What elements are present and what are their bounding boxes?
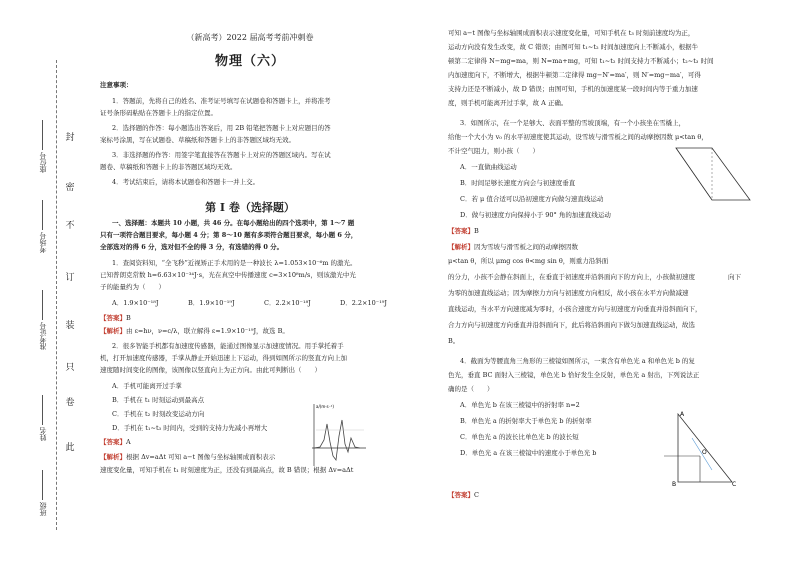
q2-option-d: D．手机在 t₁~t₃ 时间内，受到的支持力先减小再增大 [112, 424, 268, 432]
q3-analysis-line: B。 [448, 337, 460, 345]
q3-slope-figure [672, 140, 752, 208]
q4-option-d: D．单色光 a 在该三棱镜中的速度小于单色光 b [460, 449, 597, 457]
q4-option-c: C．单色光 a 的波长比单色光 b 的波长短 [460, 433, 579, 441]
q4-option-b: B．单色光 a 的折射率大于单色光 b 的折射率 [460, 417, 592, 425]
binding-line [56, 60, 57, 530]
exam-room-field[interactable]: 考场号 [38, 200, 48, 253]
q2-analysis-cont: 度，则手机可能离开过手掌，故 A 正确。 [448, 99, 568, 107]
notice-heading: 注意事项： [100, 81, 133, 89]
notice-line: 证号条形码粘贴在答题卡上的指定位置。 [100, 109, 217, 117]
q2-analysis-cont: 运动方向没有发生改变，故 C 错误；由图可知 t₁~t₂ 时间加速度向上不断减小，根据牛 [448, 43, 699, 51]
notice-line: 3．非选择题的作答：用签字笔直接答在答题卡上对应的答题区域内。写在试 [112, 151, 331, 159]
q3-analysis: 【解析】因为雪坡与滑雪板之间的动摩擦因数 [448, 243, 578, 251]
q2-option-c: C．手机在 t₂ 时刻改变运动方向 [112, 410, 205, 418]
q3-option-d: D．做与初速度方向保持小于 90° 角的加速直线运动 [460, 211, 611, 219]
notice-line: 案标号涂黑，写在试题卷、草稿纸和答题卡上的非答题区域均无效。 [100, 136, 295, 144]
notice-line: 4．考试结束后，请将本试题卷和答题卡一并上交。 [112, 178, 260, 186]
q3-line: 不计空气阻力，则小孩（ ） [448, 147, 539, 155]
section-intro: 一、选择题：本题共 10 小题，共 46 分。在每小题给出的四个选项中，第 1～7 题 [112, 219, 355, 227]
seat-number-field[interactable]: 座位号 [38, 120, 48, 173]
binding-char: 只 [65, 363, 75, 373]
q1-option-b: B．1.9×10⁻¹⁹J [188, 299, 235, 307]
prism-label-c: C [732, 481, 737, 488]
section-heading: 第 I 卷（选择题） [205, 201, 295, 214]
q2-analysis-cont: 可知 a−t 图像与坐标轴围成面积表示速度变化量，可知手机在 t₃ 时刻前速度均为正， [448, 29, 695, 37]
q4-prism-figure [660, 408, 740, 488]
q3-analysis-line: 的分力，小孩不会静在斜面上，在垂直于初速度并沿斜面向下的方向上，小孩做初速度 [448, 273, 695, 281]
notice-line: 1．答题前，先将自己的姓名、准考证号填写在试题卷和答题卡上，并将准考 [112, 97, 331, 105]
q3-analysis-line: 直线运动，当水平方向速度减为零时，小孩合速度方向与初速度方向垂直并沿斜面向下， [448, 305, 702, 313]
q3-option-b: B．时间足够长速度方向会与初速度垂直 [460, 179, 576, 187]
q1-answer: 【答案】B [100, 314, 131, 322]
q3-option-a: A．一直做曲线运动 [460, 163, 517, 171]
q2-analysis-line: 速度变化量，可知手机在 t₁ 时刻速度为正，还没有到最高点，故 B 错误；根据 Δv=aΔt [100, 466, 354, 474]
q1-option-c: C．2.2×10⁻¹⁸J [264, 299, 311, 307]
q1-line: 子的能量约为（ ） [100, 283, 165, 291]
q2-analysis: 【解析】根据 Δv=aΔt 可知 a−t 图像与坐标轴围成面积表示 [100, 453, 276, 461]
section-intro: 只有一项符合题目要求，每小题 4 分；第 8～10 题有多项符合题目要求，每小题 6 分， [100, 231, 358, 239]
q4-line: 色光，垂直 BC 面射入三棱镜，单色光 b 恰好发生全反射，单色光 a 射出，下列说法正 [448, 371, 700, 379]
q4-line: 4．截面为等腰直角三角形的三棱镜如图所示，一束含有单色光 a 和单色光 b 的复 [460, 357, 695, 365]
name-field[interactable]: 姓名 [38, 395, 48, 441]
binding-char: 密 [65, 183, 75, 193]
q1-option-d: D．2.2×10⁻¹⁹J [340, 299, 388, 307]
q4-answer: 【答案】C [448, 491, 479, 499]
section-intro: 全部选对的得 6 分，选对但不全的得 3 分，有选错的得 0 分。 [100, 243, 284, 251]
class-field[interactable]: 班级 [38, 470, 48, 516]
q4-option-a: A．单色光 b 在该三棱镜中的折射率 n=2 [460, 401, 580, 409]
prism-label-a: A [680, 411, 685, 418]
q2-analysis-cont: 顿第二定律得 N−mg=ma，则 N=ma+mg，可知 t₁~t₂ 时间支持力不断减小；t₂~t₃ 时间 [448, 57, 714, 65]
binding-char: 此 [65, 443, 75, 453]
q1-option-a: A．1.9×10⁻¹⁸J [112, 299, 159, 307]
binding-char: 装 [65, 321, 75, 331]
notice-line: 2．选择题的作答：每小题选出答案后，用 2B 铅笔把答题卡上对应题目的答 [112, 124, 331, 132]
exam-title: 物理（六） [214, 54, 285, 69]
graph-axis-label: a/(m·s⁻²) [316, 404, 334, 409]
exam-subtitle: （新高考）2022 届高考考前冲刺卷 [186, 33, 314, 42]
q3-line: 3．如图所示，在一个足够大、表面平整的雪坡顶端，有一个小孩坐在雪橇上， [460, 119, 686, 127]
q3-analysis-tail: 向下 [728, 273, 741, 281]
q1-line: 1．查阅资料知，“全飞秒”近视矫正手术用的是一种波长 λ=1.053×10⁻⁶m 的激光。 [112, 259, 357, 267]
q3-analysis-line: 合力方向与初速度方向垂直并沿斜面向下，此后将沿斜面向下做匀加速直线运动，故选 [448, 321, 695, 329]
binding-char: 不 [65, 221, 75, 231]
q2-line: 机，打开加速度传感器，手掌从静止开始迅速上下运动，得到如图所示的竖直方向上加 [100, 354, 347, 362]
prism-label-b: B [672, 481, 677, 488]
q4-line: 确的是（ ） [448, 385, 494, 393]
prism-label-o: O [702, 449, 707, 456]
q2-line: 速度随时间变化的图像，该图像以竖直向上为正方向。由此可判断出（ ） [100, 366, 321, 374]
binding-char: 封 [65, 133, 75, 143]
q2-option-b: B．手机在 t₁ 时刻运动到最高点 [112, 396, 205, 404]
binding-char: 订 [65, 273, 75, 283]
q2-acceleration-graph [308, 400, 368, 472]
q2-option-a: A．手机可能离开过手掌 [112, 382, 182, 390]
q3-analysis-line: 为零的加速直线运动；因为摩擦力方向与初速度方向相反，故小孩在水平方向做减速 [448, 289, 689, 297]
q3-analysis-line: μ<tan θ，所以 μmg cos θ<mg sin θ，则重力沿斜面 [448, 257, 609, 265]
admission-number-field[interactable]: 准考证号 [38, 290, 48, 350]
q3-option-c: C．若 μ 值合适可以沿初速度方向做匀速直线运动 [460, 195, 604, 203]
q3-line: 给他一个大小为 v₀ 的水平初速度使其运动，设雪坡与滑雪板之间的动摩擦因数 μ<tan θ， [448, 133, 708, 141]
q2-answer: 【答案】A [100, 438, 131, 446]
binding-margin [0, 0, 88, 562]
q1-analysis: 【解析】由 ε=hν，ν=c/λ，联立解得 ε≈1.9×10⁻¹⁹J，故选 B。 [100, 327, 289, 335]
q1-line: 已知普朗克常数 h=6.63×10⁻³⁴J·s，光在真空中传播速度 c=3×10⁸m/s，则该激光中光 [100, 271, 356, 279]
q2-analysis-cont: 支持力还是不断减小，故 D 错误；由图可知，手机的加速度某一段时间内等于重力加速 [448, 85, 698, 93]
q2-analysis-cont: 内加速度向下，不断增大，根据牛顿第二定律得 mg−N′=ma′，则 N′=mg−ma′，可得 [448, 71, 701, 79]
notice-line: 题卷、草稿纸和答题卡上的非答题区域均无效。 [100, 163, 237, 171]
q3-answer: 【答案】B [448, 227, 479, 235]
binding-char: 卷 [65, 398, 75, 408]
q2-line: 2．很多智能手机都有加速度传感器，能通过图像显示加速度情况。用手掌托着手 [112, 342, 344, 350]
